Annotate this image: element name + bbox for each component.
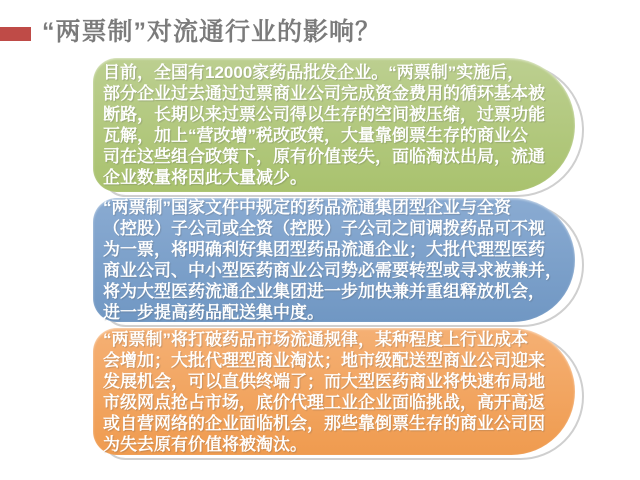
block-text-line: “两票制”将打破药品市场流通规律，某种程度上行业成本: [103, 329, 528, 349]
block-text-line: 市级网点抢占市场，底价代理工业企业面临挑战，高开高返: [103, 392, 545, 412]
block-text-line: 断路，长期以来过票公司得以生存的空间被压缩，过票功能: [103, 105, 545, 124]
block-text-line: 进一步提高药品配送集中度。: [103, 303, 324, 322]
block-text-line: “两票制”国家文件中规定的药品流通集团型企业与全资: [103, 198, 511, 217]
block-text-line: 将为大型医药流通企业集团进一步加快兼并重组释放机会，: [103, 282, 545, 301]
block-text-line: 为一票，将明确利好集团型药品流通企业；大批代理型医药: [103, 240, 545, 259]
block-text-line: 商业公司、中小型医药商业公司势必需要转型或寻求被兼并，: [103, 261, 562, 280]
page-title: “两票制”对流通行业的影响？: [42, 18, 382, 46]
block-text-line: 为失去原有价值将被淘汰。: [103, 434, 307, 454]
block-text-line: 发展机会，可以直供终端了；而大型医药商业将快速布局地: [103, 371, 545, 391]
title-bullet-marker: [0, 27, 31, 41]
block-text-line: （控股）子公司或全资（控股）子公司之间调拨药品可不视: [103, 219, 545, 238]
text-block-blue-group-enterprises: [93, 198, 575, 322]
block-text-line: 部分企业过去通过过票商业公司完成资金费用的循环基本被: [103, 84, 545, 103]
block-text-line: 企业数量将因此大量减少。: [103, 168, 307, 187]
block-text-line: 司在这些组合政策下，原有价值丧失，面临淘汰出局，流通: [103, 147, 545, 166]
block-text-line: 目前，全国有12000家药品批发企业。“两票制”实施后，: [103, 63, 525, 82]
block-text-line: 瓦解，加上“营改增”税改政策，大量靠倒票生存的商业公: [103, 126, 528, 145]
text-block-orange-market-rules: [93, 328, 575, 455]
block-text-line: 会增加；大批代理型商业淘汰；地市级配送型商业公司迎来: [103, 350, 545, 370]
block-text-line: 或自营网络的企业面临机会，那些靠倒票生存的商业公司因: [103, 413, 545, 433]
text-block-green-current-situation: [93, 58, 575, 192]
